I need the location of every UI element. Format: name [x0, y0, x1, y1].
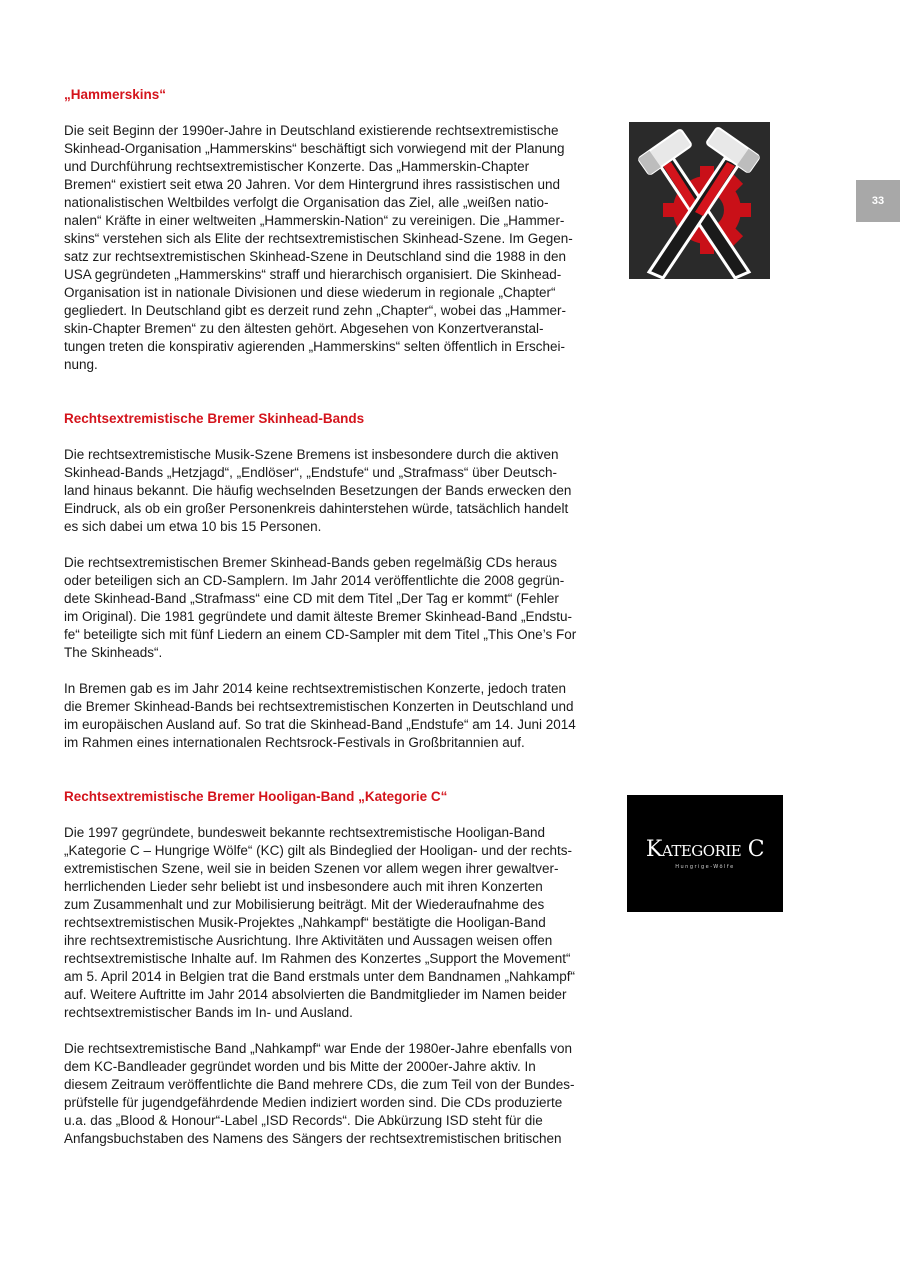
logo-letter-c: C	[747, 836, 765, 862]
hammerskins-logo-image	[629, 122, 770, 279]
kategorie-c-logo-text	[646, 838, 764, 863]
paragraph: In Bremen gab es im Jahr 2014 keine rechtsextremistischen Konzerte, jedoch traten die Bremer Skinhead-Bands bei rechtsextremistischen Konzerten in Deutschland und im europäischen Ausland auf. So trat die Skinhead-Band „Endstufe“ am 14. Juni 2014 im Rahmen eines internationalen Rechtsrock-Festivals in Großbritannien auf.	[64, 681, 576, 750]
paragraph: Die 1997 gegründete, bundesweit bekannte rechtsextremistische Hooligan-Band „Kategorie C – Hungrige Wölfe“ (KC) gilt als Bindeglied der Hooligan- und der rechts- extremistischen Szene, weil sie in beiden Szenen vor allem wegen ihrer gewaltver- herrlichenden Lieder sehr beliebt ist und insbesondere auch mit ihren Konzerten zum Zusammenhalt und zur Mobilisierung beiträgt. Mit der Wiederaufnahme des rechtsextremistischen Musik-Projektes „Nahkampf“ bestätigte die Hooligan-Band ihre rechtsextremistische Ausrichtung. Ihre Aktivitäten und Aussagen weisen offen rechtsextremistische Inhalte auf. Im Rahmen des Konzertes „Support the Movement“ am 5. April 2014 in Belgien trat die Band erstmals unter dem Bandnamen „Nahkampf“ auf. Weitere Auftritte im Jahr 2014 absolvierten die Bandmitglieder im Namen beider rechtsextremistischer Bands im In- und Ausland.	[64, 825, 576, 1020]
paragraph: Die rechtsextremistischen Bremer Skinhead-Bands geben regelmäßig CDs heraus oder beteiligen sich an CD-Samplern. Im Jahr 2014 veröffentlichte die 2008 gegrün- dete Skinhead-Band „Strafmass“ eine CD mit dem Titel „Der Tag er kommt“ (Fehler im Original). Die 1981 gegründete und damit älteste Bremer Skinhead-Band „Endstu- fe“ beteiligte sich mit fünf Liedern an einem CD-Sampler mit dem Titel „This One’s For The Skinheads“.	[64, 555, 577, 660]
paragraph: Die seit Beginn der 1990er-Jahre in Deutschland existierende rechtsextremistische Skinhead-Organisation „Hammerskins“ beschäftigt sich vorwiegend mit der Planung und Durchführung rechtsextremistischer Konzerte. Das „Hammerskin-Chapter Bremen“ existiert seit etwa 20 Jahren. Vor dem Hintergrund ihres rassistischen und nationalistischen Weltbildes verfolgt die Organisation das Ziel, alle „weißen natio- nalen“ Kräfte in einer weltweiten „Hammerskin-Nation“ zu vereinigen. Die „Hammer- skins“ verstehen sich als Elite der rechtsextremistischen Skinhead-Szene. Im Gegen- satz zur rechtsextremistischen Skinhead-Szene in Deutschland sind die 1988 in den USA gegründeten „Hammerskins“ straff und hierarchisch organisiert. Die Skinhead- Organisation ist in nationale Divisionen und diese wiederum in regionale „Chapter“ gegliedert. In Deutschland gibt es derzeit rund zehn „Chapter“, wobei das „Hammer- skin-Chapter Bremen“ zu den ältesten gehört. Abgesehen von Konzertveranstal- tungen treten die konspirativ agierenden „Hammerskins“ selten öffentlich in Erschei- nung.	[64, 123, 573, 372]
kategorie-c-logo-subtitle: Hungrige-Wölfe	[675, 863, 735, 870]
paragraph: Die rechtsextremistische Band „Nahkampf“ war Ende der 1980er-Jahre ebenfalls von dem KC-Bandleader gegründet worden und bis Mitte der 2000er-Jahre aktiv. In diesem Zeitraum veröffentlichte die Band mehrere CDs, die zum Teil von der Bundes- prüfstelle für jugendgefährdende Medien indiziert worden sind. Die CDs produzierte u.a. das „Blood & Honour“-Label „ISD Records“. Die Abkürzung ISD steht für die Anfangsbuchstaben des Namens des Sängers der rechtsextremistischen britischen	[64, 1041, 575, 1146]
page-number: 33	[871, 195, 885, 207]
crossed-hammers-gear-icon	[629, 122, 770, 279]
page-number-tab	[856, 180, 900, 222]
section-heading-kategorie-c: Rechtsextremistische Bremer Hooligan-Band „Kategorie C“	[64, 789, 448, 804]
kategorie-c-logo-image	[627, 795, 783, 912]
document-body	[64, 86, 616, 1148]
section-heading-hammerskins: „Hammerskins“	[64, 87, 167, 102]
paragraph: Die rechtsextremistische Musik-Szene Bremens ist insbesondere durch die aktiven Skinhead-Bands „Hetzjagd“, „Endlöser“, „Endstufe“ und „Strafmass“ über Deutsch- land hinaus bekannt. Die häufig wechselnden Besetzungen der Bands erwecken den Eindruck, als ob ein großer Personenkreis dahinterstehen würde, tatsächlich handelt es sich dabei um etwa 10 bis 15 Personen.	[64, 447, 572, 534]
section-heading-skinhead-bands: Rechtsextremistische Bremer Skinhead-Bands	[64, 411, 365, 426]
logo-word: ATEGORIE	[661, 841, 742, 860]
logo-letter-k: K	[645, 836, 662, 862]
